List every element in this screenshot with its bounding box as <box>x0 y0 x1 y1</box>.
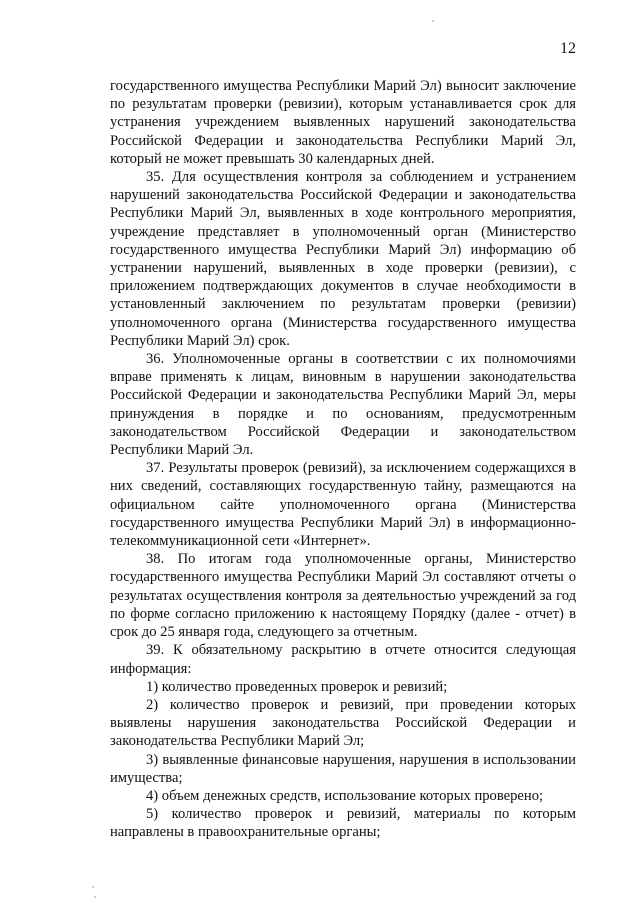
list-item-3: 3) выявленные финансовые нарушения, нарушения в использовании имущества; <box>110 751 576 786</box>
list-item-1: 1) количество проведенных проверок и ревизий; <box>146 678 448 695</box>
paragraph-item-39: 39. К обязательному раскрытию в отчете относится следующая информация: <box>110 642 576 677</box>
scan-speck <box>432 20 434 22</box>
list-item-4: 4) объем денежных средств, использование которых проверено; <box>146 787 544 804</box>
list-item-2: 2) количество проверок и ревизий, при проведении которых выявлены нарушения законодательства Российской Федерации и законодательства Республики Марий Эл; <box>110 696 576 750</box>
scan-speck <box>94 896 96 898</box>
paragraph-item-37: 37. Результаты проверок (ревизий), за исключением содержащихся в них сведений, составляющих государственную тайну, размещаются на официальном сайте уполномоченного органа (Министерства государственного имущества Республики Марий Эл) в информационно-телекоммуникационной сети «Интернет». <box>110 460 576 550</box>
scan-speck <box>92 886 94 888</box>
paragraph-item-38: 38. По итогам года уполномоченные органы, Министерство государственного имущества Республики Марий Эл составляют отчеты о результатах осуществления контроля за деятельностью учреждений за год по форме согласно приложению к настоящему Порядку (далее - отчет) в срок до 25 января года, следующего за отчетным. <box>110 551 576 641</box>
paragraph-item-35: 35. Для осуществления контроля за соблюдением и устранением нарушений законодательства Российской Федерации и законодательства Республики Марий Эл, выявленных в ходе контрольного мероприятия, учреждение представляет в уполномоченный орган (Министерство государственного имущества Республики Марий Эл) информацию об устранении нарушений, выявленных в ходе проверки (ревизии), с приложением подтверждающих документов в случае необходимости в установленный заключением по результатам проверки (ревизии) уполномоченного органа (Министерства государственного имущества Республики Марий Эл) срок. <box>110 169 576 349</box>
list-item-5: 5) количество проверок и ревизий, материалы по которым направлены в правоохранительные органы; <box>110 806 576 841</box>
document-body <box>110 77 576 842</box>
page-number: 12 <box>560 40 576 57</box>
paragraph-continuation: государственного имущества Республики Марий Эл) выносит заключение по результатам проверки (ревизии), которым устанавливается срок для устранения учреждением выявленных нарушений законодательства Российской Федерации и законодательства Республики Марий Эл, который не может превышать 30 календарных дней. <box>110 78 576 167</box>
paragraph-item-36: 36. Уполномоченные органы в соответствии с их полномочиями вправе применять к лицам, виновным в нарушении законодательства Российской Федерации и законодательства Республики Марий Эл, меры принуждения в порядке и по основаниям, предусмотренным законодательством Российской Федерации и законодательством Республики Марий Эл. <box>110 351 576 459</box>
